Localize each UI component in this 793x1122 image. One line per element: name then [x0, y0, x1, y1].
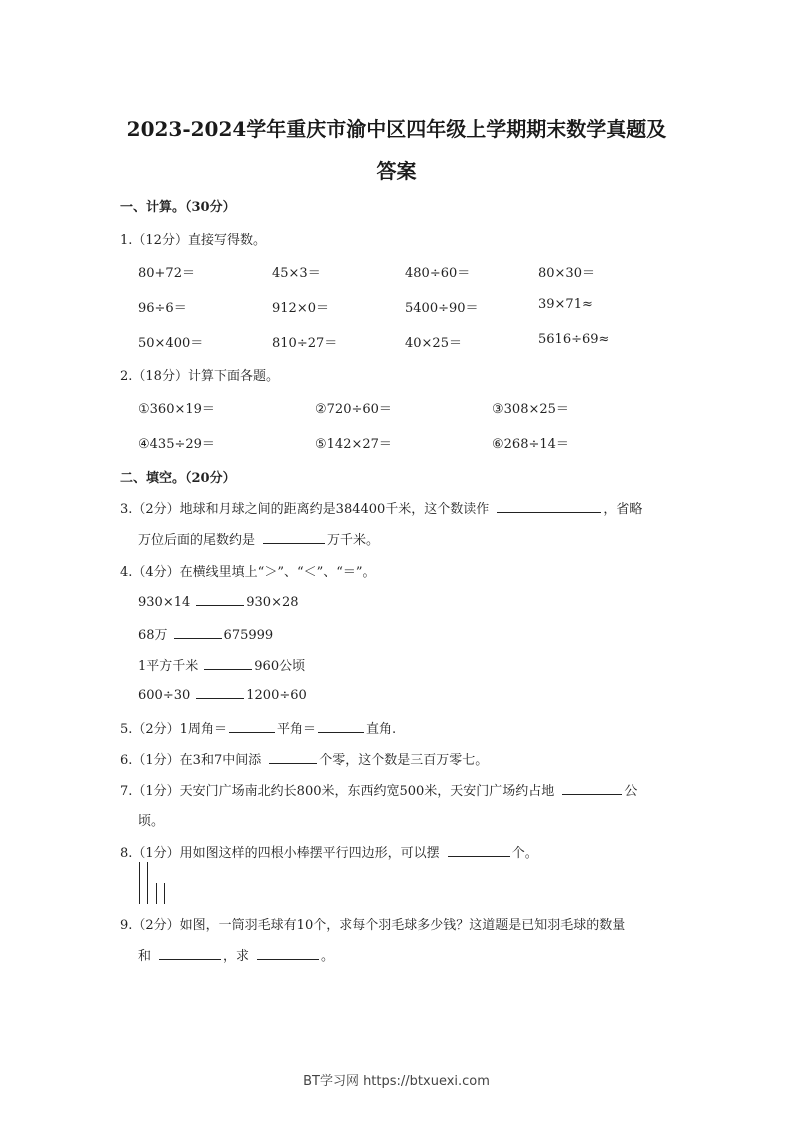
q4-right: 1200÷60 [246, 688, 307, 703]
q9-text: 。 [321, 949, 335, 964]
q2-item: ①360×19＝ [138, 402, 215, 417]
section-1-heading: 一、计算。（30分） [120, 200, 236, 215]
q1-item: 40×25＝ [405, 336, 462, 351]
q4-answer-blank[interactable] [196, 686, 244, 699]
q8-answer-blank[interactable] [448, 844, 510, 857]
q4-right: 930×28 [246, 595, 299, 610]
q4-left: 68万 [138, 628, 168, 643]
q5-text: 直角. [365, 722, 397, 737]
q7-line-2: 顷。 [138, 814, 165, 829]
q1-heading: 1.（12分）直接写得数。 [120, 233, 266, 248]
q9-text: 和 [138, 949, 152, 964]
q7-text: 7.（1分）天安门广场南北约长800米，东西约宽500米，天安门广场约占地 [120, 784, 555, 799]
q6-answer-blank[interactable] [269, 751, 317, 764]
q5-text: 平角＝ [276, 722, 316, 737]
q6-line [120, 749, 488, 768]
q8-text: 个。 [511, 846, 538, 861]
q1-item: 5400÷90＝ [405, 301, 479, 316]
q6-text: 个零，这个数是三百万零七。 [319, 753, 489, 768]
q7-line-1 [120, 780, 637, 799]
q4-item [138, 624, 273, 643]
q8-line [120, 842, 538, 861]
four-sticks-figure [138, 862, 178, 904]
q4-left: 930×14 [138, 595, 191, 610]
q1-item: 480÷60＝ [405, 266, 471, 281]
q3-text: 3.（2分）地球和月球之间的距离约是384400千米，这个数读作 [120, 502, 490, 517]
q1-item: 45×3＝ [272, 266, 321, 281]
q4-answer-blank[interactable] [174, 626, 222, 639]
q4-item [138, 593, 299, 610]
q3-text: ，省略 [603, 502, 643, 517]
q4-item [138, 655, 305, 674]
q3-answer-blank-2[interactable] [263, 531, 325, 544]
q5-answer-blank-1[interactable] [229, 720, 275, 733]
q1-item: 96÷6＝ [138, 301, 187, 316]
q3-line-2 [138, 529, 379, 548]
q3-answer-blank-1[interactable] [497, 500, 601, 513]
q4-answer-blank[interactable] [196, 593, 244, 606]
q4-item [138, 686, 307, 703]
stick-short-2 [164, 883, 165, 904]
q9-line-2 [138, 945, 334, 964]
q2-item: ③308×25＝ [492, 402, 569, 417]
q2-item: ⑤142×27＝ [315, 437, 392, 452]
q2-item: ⑥268÷14＝ [492, 437, 569, 452]
q1-item: 80+72＝ [138, 266, 195, 281]
q5-line [120, 718, 396, 737]
q1-item: 50×400＝ [138, 336, 204, 351]
q4-answer-blank[interactable] [204, 657, 252, 670]
document-title-line-1: 2023-2024学年重庆市渝中区四年级上学期期末数学真题及 [126, 117, 667, 141]
q7-text: 公 [624, 784, 638, 799]
stick-long-1 [139, 862, 140, 904]
q9-text: ，求 [223, 949, 250, 964]
q3-text: 万千米。 [327, 533, 380, 548]
q5-answer-blank-2[interactable] [318, 720, 364, 733]
q2-item: ②720÷60＝ [315, 402, 392, 417]
footer-watermark: BT学习网 https://btxuexi.com [303, 1074, 490, 1089]
q4-right: 960公顷 [254, 659, 306, 674]
q4-left: 1平方千米 [138, 659, 199, 674]
q2-item: ④435÷29＝ [138, 437, 215, 452]
q4-left: 600÷30 [138, 688, 191, 703]
section-2-heading: 二、填空。（20分） [120, 471, 236, 486]
q9-answer-blank-1[interactable] [159, 947, 221, 960]
q1-item: 80×30＝ [538, 266, 595, 281]
q9-answer-blank-2[interactable] [257, 947, 319, 960]
q5-text: 5.（2分）1周角＝ [120, 722, 227, 737]
q1-item: 39×71≈ [538, 297, 593, 312]
stick-long-2 [147, 862, 148, 904]
q4-right: 675999 [223, 628, 274, 643]
q1-item: 810÷27＝ [272, 336, 338, 351]
q6-text: 6.（1分）在3和7中间添 [120, 753, 262, 768]
document-title-line-2: 答案 [376, 159, 417, 183]
q4-heading: 4.（4分）在横线里填上“＞”、“＜”、“＝”。 [120, 565, 376, 580]
q2-heading: 2.（18分）计算下面各题。 [120, 369, 279, 384]
q3-line-1 [120, 498, 642, 517]
q9-line-1: 9.（2分）如图，一筒羽毛球有10个，求每个羽毛球多少钱？这道题是已知羽毛球的数量 [120, 918, 626, 933]
q3-text: 万位后面的尾数约是 [138, 533, 256, 548]
q1-item: 912×0＝ [272, 301, 329, 316]
stick-short-1 [156, 883, 157, 904]
q8-text: 8.（1分）用如图这样的四根小棒摆平行四边形，可以摆 [120, 846, 440, 861]
q1-item: 5616÷69≈ [538, 332, 610, 347]
q7-answer-blank[interactable] [562, 782, 622, 795]
